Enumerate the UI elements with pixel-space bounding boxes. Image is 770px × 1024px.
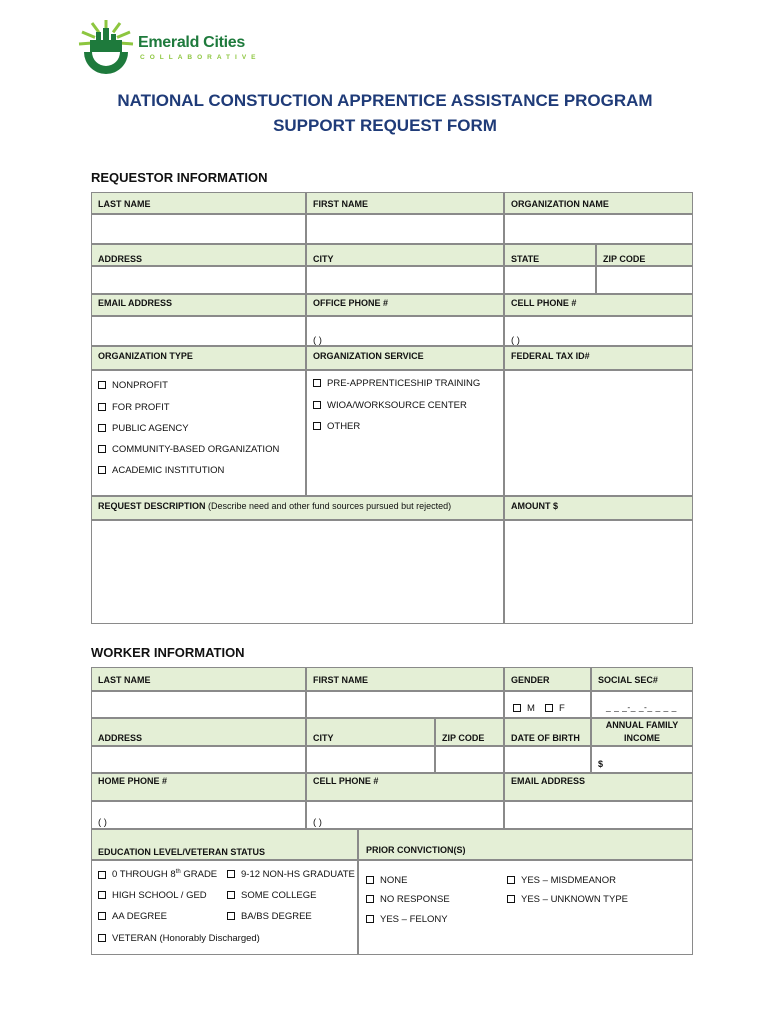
edu-9-12-checkbox[interactable]: 9-12 NON-HS GRADUATE [227, 869, 355, 880]
checkbox-icon[interactable] [366, 876, 374, 884]
req-zip-field[interactable] [596, 266, 693, 294]
wrk-ssn-field[interactable] [591, 691, 693, 718]
wrk-conviction-options [358, 860, 693, 955]
wrk-city-header: CITY [306, 718, 435, 746]
checkbox-icon[interactable] [98, 466, 106, 474]
req-city-header: CITY [306, 244, 504, 266]
org-type-cbo-checkbox[interactable]: COMMUNITY-BASED ORGANIZATION [98, 444, 279, 455]
req-description-field[interactable] [91, 520, 504, 624]
checkbox-icon[interactable] [313, 379, 321, 387]
gender-f-checkbox[interactable]: F [545, 703, 565, 714]
req-first-name-header: FIRST NAME [306, 192, 504, 214]
wrk-cell-phone-paren: ( ) [313, 817, 322, 828]
checkbox-icon[interactable] [227, 912, 235, 920]
req-org-type-header: ORGANIZATION TYPE [91, 346, 306, 370]
org-type-public-agency-checkbox[interactable]: PUBLIC AGENCY [98, 423, 189, 434]
checkbox-icon[interactable] [98, 445, 106, 453]
checkbox-icon[interactable] [98, 891, 106, 899]
checkbox-icon[interactable] [313, 422, 321, 430]
checkbox-icon[interactable] [513, 704, 521, 712]
checkbox-icon[interactable] [98, 934, 106, 942]
title-line-2: SUPPORT REQUEST FORM [273, 116, 497, 135]
emerald-cities-logo [78, 18, 268, 78]
wrk-email-field[interactable] [504, 801, 693, 829]
conv-felony-checkbox[interactable]: YES – FELONY [366, 914, 448, 925]
req-address-header: ADDRESS [91, 244, 306, 266]
wrk-ssn-header: SOCIAL SEC# [591, 667, 693, 691]
checkbox-icon[interactable] [545, 704, 553, 712]
logo-sunburst-icon [78, 18, 134, 74]
edu-0-8-checkbox[interactable]: 0 THROUGH 8th GRADE [98, 869, 217, 880]
req-org-type-options [91, 370, 306, 496]
checkbox-icon[interactable] [366, 915, 374, 923]
req-address-field[interactable] [91, 266, 306, 294]
wrk-income-field[interactable] [591, 746, 693, 773]
edu-hs-checkbox[interactable]: HIGH SCHOOL / GED [98, 890, 207, 901]
wrk-dob-header: DATE OF BIRTH [504, 718, 591, 746]
req-tax-id-field[interactable] [504, 370, 693, 496]
req-last-name-header: LAST NAME [91, 192, 306, 214]
wrk-education-options [91, 860, 358, 955]
wrk-home-phone-field[interactable] [91, 801, 306, 829]
req-org-service-options [306, 370, 504, 496]
org-type-academic-checkbox[interactable]: ACADEMIC INSTITUTION [98, 465, 224, 476]
checkbox-icon[interactable] [98, 403, 106, 411]
req-email-field[interactable] [91, 316, 306, 346]
req-description-header: REQUEST DESCRIPTION (Describe need and other fund sources pursued but rejected) [91, 496, 504, 520]
wrk-address-field[interactable] [91, 746, 306, 773]
org-type-forprofit-checkbox[interactable]: FOR PROFIT [98, 402, 170, 413]
logo-subtitle: COLLABORATIVE [140, 54, 261, 61]
org-type-nonprofit-checkbox[interactable]: NONPROFIT [98, 380, 168, 391]
req-org-name-header: ORGANIZATION NAME [504, 192, 693, 214]
conv-none-checkbox[interactable]: NONE [366, 875, 407, 886]
req-cell-phone-field[interactable] [504, 316, 693, 346]
edu-ba-checkbox[interactable]: BA/BS DEGREE [227, 911, 312, 922]
checkbox-icon[interactable] [507, 895, 515, 903]
edu-veteran-checkbox[interactable]: VETERAN (Honorably Discharged) [98, 933, 260, 944]
service-preapprenticeship-checkbox[interactable]: PRE-APPRENTICESHIP TRAINING [313, 378, 480, 389]
edu-aa-checkbox[interactable]: AA DEGREE [98, 911, 167, 922]
wrk-first-name-field[interactable] [306, 691, 504, 718]
req-org-name-field[interactable] [504, 214, 693, 244]
form-title [0, 88, 770, 138]
req-city-field[interactable] [306, 266, 504, 294]
worker-heading: WORKER INFORMATION [91, 645, 245, 660]
req-office-phone-field[interactable] [306, 316, 504, 346]
office-phone-paren: ( ) [313, 335, 322, 346]
req-org-service-header: ORGANIZATION SERVICE [306, 346, 504, 370]
wrk-email-header: EMAIL ADDRESS [504, 773, 693, 801]
req-first-name-field[interactable] [306, 214, 504, 244]
wrk-gender-field [504, 691, 591, 718]
service-wioa-checkbox[interactable]: WIOA/WORKSOURCE CENTER [313, 400, 467, 411]
checkbox-icon[interactable] [313, 401, 321, 409]
req-zip-header: ZIP CODE [596, 244, 693, 266]
wrk-zip-header: ZIP CODE [435, 718, 504, 746]
wrk-zip-field[interactable] [435, 746, 504, 773]
service-other-checkbox[interactable]: OTHER [313, 421, 360, 432]
wrk-cell-phone-header: CELL PHONE # [306, 773, 504, 801]
checkbox-icon[interactable] [507, 876, 515, 884]
wrk-dob-field[interactable] [504, 746, 591, 773]
conv-noresponse-checkbox[interactable]: NO RESPONSE [366, 894, 450, 905]
checkbox-icon[interactable] [366, 895, 374, 903]
conv-unknown-checkbox[interactable]: YES – UNKNOWN TYPE [507, 894, 628, 905]
income-dollar-sign: $ [598, 759, 604, 769]
checkbox-icon[interactable] [98, 424, 106, 432]
title-line-1: NATIONAL CONSTUCTION APPRENTICE ASSISTANCE PROGRAM [117, 91, 653, 110]
wrk-conviction-header: PRIOR CONVICTION(S) [358, 829, 693, 860]
cell-phone-paren: ( ) [511, 335, 520, 346]
wrk-gender-header: GENDER [504, 667, 591, 691]
requestor-heading: REQUESTOR INFORMATION [91, 170, 268, 185]
wrk-last-name-field[interactable] [91, 691, 306, 718]
checkbox-icon[interactable] [98, 381, 106, 389]
wrk-address-header: ADDRESS [91, 718, 306, 746]
edu-college-checkbox[interactable]: SOME COLLEGE [227, 890, 317, 901]
req-amount-field[interactable] [504, 520, 693, 624]
wrk-first-name-header: FIRST NAME [306, 667, 504, 691]
wrk-city-field[interactable] [306, 746, 435, 773]
req-amount-header: AMOUNT $ [504, 496, 693, 520]
req-email-header: EMAIL ADDRESS [91, 294, 306, 316]
wrk-income-header: ANNUAL FAMILY INCOME [591, 718, 693, 746]
wrk-cell-phone-field[interactable] [306, 801, 504, 829]
checkbox-icon[interactable] [227, 870, 235, 878]
home-phone-paren: ( ) [98, 817, 107, 828]
checkbox-icon[interactable] [98, 871, 106, 879]
ssn-mask: _ _ _-_ _-_ _ _ _ [606, 702, 677, 712]
conv-misdemeanor-checkbox[interactable]: YES – MISDMEANOR [507, 875, 616, 886]
req-state-field[interactable] [504, 266, 596, 294]
gender-m-checkbox[interactable]: M [513, 703, 535, 714]
logo-name: Emerald Cities [138, 34, 245, 51]
req-last-name-field[interactable] [91, 214, 306, 244]
checkbox-icon[interactable] [227, 891, 235, 899]
wrk-last-name-header: LAST NAME [91, 667, 306, 691]
req-state-header: STATE [504, 244, 596, 266]
wrk-education-header: EDUCATION LEVEL/VETERAN STATUS [91, 829, 358, 860]
wrk-home-phone-header: HOME PHONE # [91, 773, 306, 801]
req-office-phone-header: OFFICE PHONE # [306, 294, 504, 316]
checkbox-icon[interactable] [98, 912, 106, 920]
req-tax-id-header: FEDERAL TAX ID# [504, 346, 693, 370]
req-cell-phone-header: CELL PHONE # [504, 294, 693, 316]
